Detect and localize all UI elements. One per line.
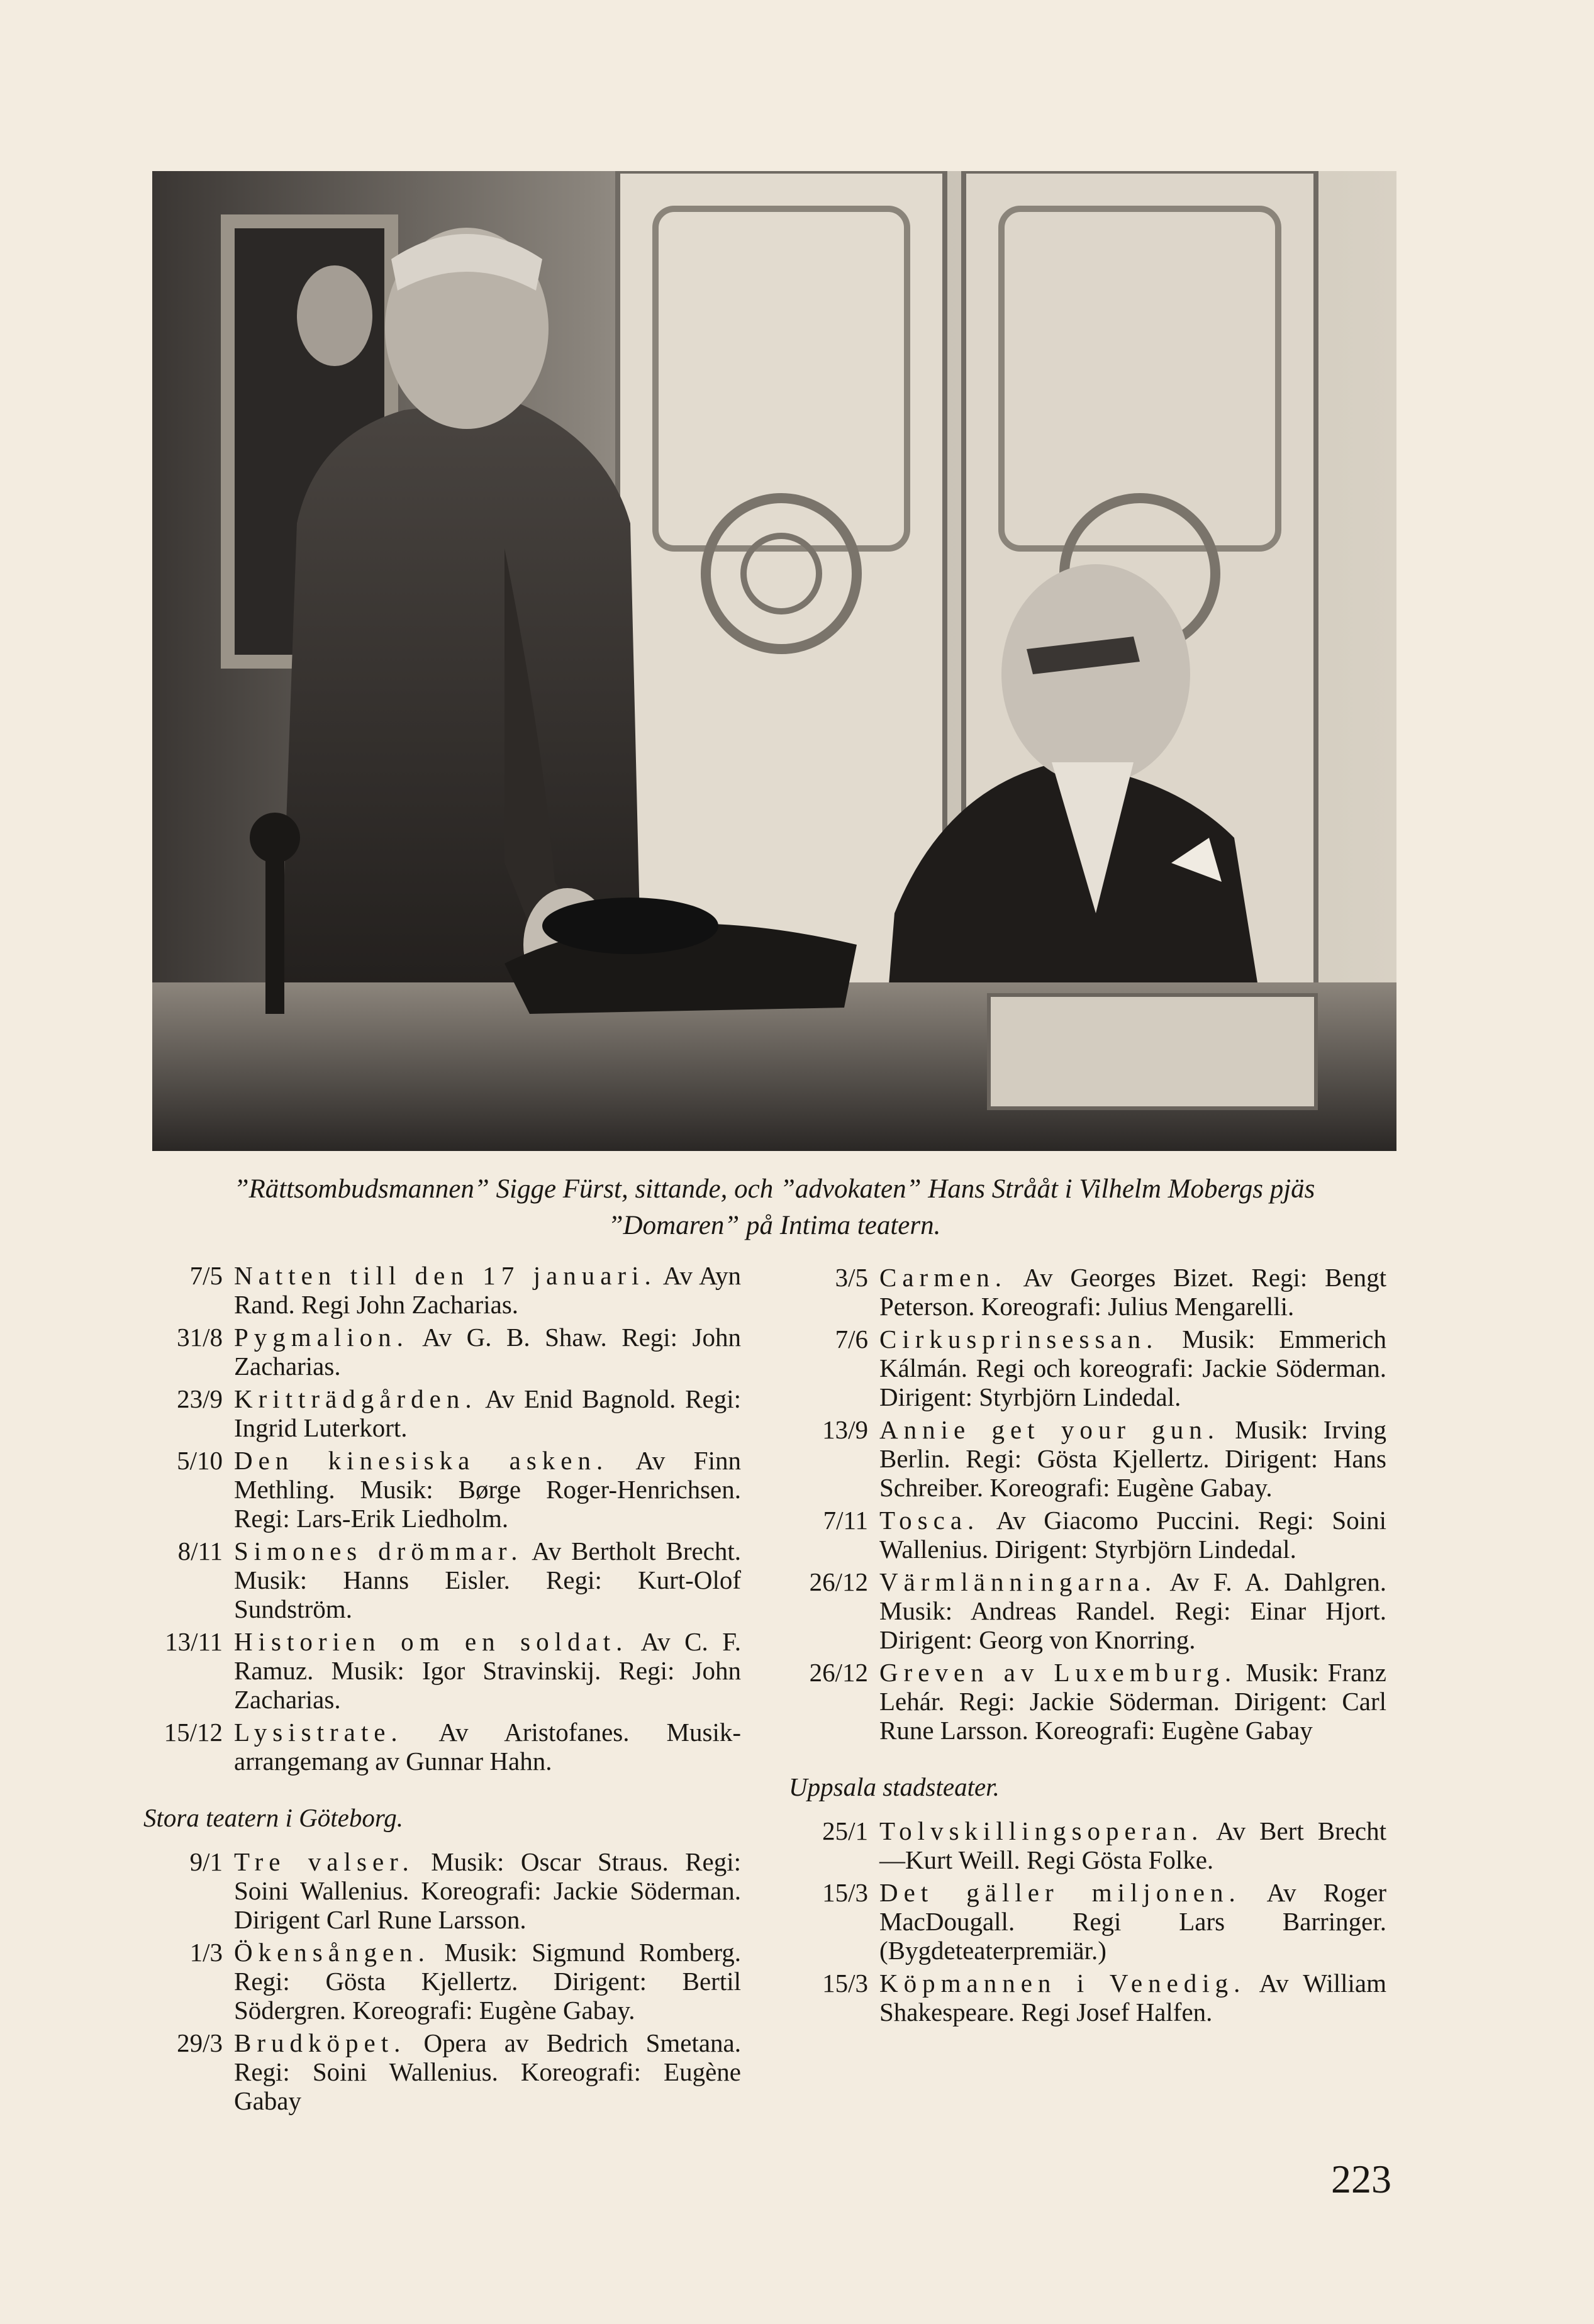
entry-details: Av C. F. Ramuz. Musik: Igor Stravinskij. Regi: John Zacharias. [234, 1627, 741, 1714]
entry-title: Cirkusprinsessan. [879, 1325, 1159, 1354]
list-item [137, 1323, 741, 1381]
entry-title: Greven av Luxemburg. [879, 1658, 1237, 1687]
list-item [137, 1261, 741, 1319]
entry-title: Brudköpet. [234, 2028, 406, 2057]
entry-details: Av Roger MacDougall. Regi Lars Barringer. (Bygdeteaterpremiär.) [879, 1878, 1386, 1965]
entry-title: Annie get your gun. [879, 1415, 1220, 1444]
list-item [137, 1718, 741, 1776]
entry-details: Av Bertholt Brecht. Musik: Hanns Eisler. Regi: Kurt-Olof Sundström. [234, 1537, 742, 1623]
entry-date: 5/10 [177, 1446, 223, 1475]
entry-details: Av Enid Bagnold. Regi: Ingrid Luterkort. [234, 1384, 741, 1442]
entry-details: Musik: Sigmund Romberg. Regi: Gösta Kjellertz. Dirigent: Bertil Södergren. Koreografi: Eugène Gabay. [234, 1938, 741, 2025]
entry-details: Av F. A. Dahlgren. Musik: Andreas Randel. Regi: Einar Hjort. Dirigent: Georg von Knorring. [879, 1567, 1386, 1654]
page-number: 223 [1331, 2157, 1391, 2201]
entry-date: 7/5 [189, 1261, 223, 1290]
entry-details: Av Ayn Rand. Regi John Zacharias. [234, 1261, 741, 1319]
entry-title: Det gäller miljonen. [879, 1878, 1241, 1907]
entry-date: 26/12 [809, 1567, 868, 1596]
section-heading: Stora teatern i Göteborg. [143, 1803, 404, 1832]
entry-title: Den kinesiska asken. [234, 1446, 609, 1475]
entry-title: Pygmalion. [234, 1323, 409, 1352]
entry-details: Musik: Oscar Straus. Regi: Soini Wallenius. Koreografi: Jackie Söderman. Dirigent Carl Rune Larsson. [234, 1847, 741, 1934]
entry-title: Ökensången. [234, 1938, 430, 1967]
list-item [783, 1567, 1386, 1654]
caption-line-1: ”Rättsombudsmannen” Sigge Fürst, sittande, och ”advokaten” Hans Strååt i Vilhelm Mobergs pjäs [233, 1174, 1315, 1204]
theatre-scene-photo [152, 171, 1396, 1151]
entry-title: Tosca. [879, 1506, 980, 1535]
list-item [137, 2028, 741, 2115]
entry-date: 13/11 [165, 1627, 223, 1656]
entry-title: Värmlänningarna. [879, 1567, 1157, 1596]
list-item [783, 1969, 1386, 2027]
entry-date: 31/8 [177, 1323, 223, 1352]
entry-title: Natten till den 17 januari. [234, 1261, 657, 1290]
entry-title: Köpmannen i Venedig. [879, 1969, 1246, 1998]
entry-date: 9/1 [189, 1847, 223, 1876]
left-column [137, 1261, 741, 2119]
entry-title: Historien om en soldat. [234, 1627, 628, 1656]
list-item [783, 1816, 1386, 1874]
list-item [137, 1446, 741, 1533]
entry-date: 13/9 [822, 1415, 868, 1444]
list-item [783, 1658, 1386, 1745]
entry-date: 15/3 [822, 1878, 868, 1907]
list-item [783, 1415, 1386, 1502]
entry-title: Tre valser. [234, 1847, 415, 1876]
list-item [137, 1938, 741, 2025]
entry-date: 3/5 [835, 1263, 868, 1292]
entry-title: Kritträdgården. [234, 1384, 477, 1413]
entry-details: Av G. B. Shaw. Regi: John Zacharias. [234, 1323, 741, 1381]
entry-title: Simones drömmar. [234, 1537, 523, 1565]
entry-date: 1/3 [189, 1938, 223, 1967]
entry-date: 26/12 [809, 1658, 868, 1687]
entry-title: Lysistrate. [234, 1718, 403, 1747]
entry-details: Av Finn Methling. Musik: Børge Roger-Henrichsen. Regi: Lars-Erik Liedholm. [234, 1446, 741, 1533]
caption-line-2: ”Domaren” på Intima teatern. [608, 1211, 941, 1240]
list-item [783, 1878, 1386, 1965]
entry-details: Av Bert Brecht—Kurt Weill. Regi Gösta Folke. [879, 1816, 1386, 1874]
photo-caption [126, 1171, 1423, 1244]
list-item [137, 1627, 741, 1714]
section-heading: Uppsala stadsteater. [789, 1772, 1000, 1801]
entry-details: Musik: Emmerich Kálmán. Regi och koreografi: Jackie Söderman. Dirigent: Styrbjörn Lindedal. [879, 1325, 1386, 1411]
entry-details: Av Aristofanes. Musik-arrangemang av Gunnar Hahn. [234, 1718, 741, 1776]
list-item [137, 1847, 741, 1934]
entry-details: Av Georges Bizet. Regi: Bengt Peterson. Koreografi: Julius Mengarelli. [879, 1263, 1386, 1321]
entry-details: Musik: Irving Berlin. Regi: Gösta Kjellertz. Dirigent: Hans Schreiber. Koreografi: Eugène Gabay. [879, 1415, 1386, 1502]
entry-details: Av Giacomo Puccini. Regi: Soini Wallenius. Dirigent: Styrbjörn Lindedal. [879, 1506, 1386, 1564]
theatre-scene-photo-icon [152, 171, 1396, 1151]
entry-date: 7/6 [835, 1325, 868, 1354]
entry-date: 7/11 [823, 1506, 868, 1535]
list-item [783, 1506, 1386, 1564]
entry-date: 25/1 [822, 1816, 868, 1845]
entry-title: Tolvskillingsoperan. [879, 1816, 1204, 1845]
list-item [783, 1263, 1386, 1321]
entry-details: Av William Shakespeare. Regi Josef Halfen. [879, 1969, 1386, 2027]
entry-date: 23/9 [177, 1384, 223, 1413]
list-item [137, 1537, 741, 1623]
list-item [137, 1384, 741, 1442]
list-item [783, 1325, 1386, 1411]
entry-date: 8/11 [177, 1537, 223, 1565]
entry-date: 29/3 [177, 2028, 223, 2057]
entry-date: 15/3 [822, 1969, 868, 1998]
entry-date: 15/12 [164, 1718, 223, 1747]
right-column [783, 1263, 1386, 2030]
entry-details: Musik: Franz Lehár. Regi: Jackie Söderman. Dirigent: Carl Rune Larsson. Koreografi: Eugène Gabay [879, 1658, 1387, 1745]
entry-details: Opera av Bedrich Smetana. Regi: Soini Wallenius. Koreografi: Eugène Gabay [234, 2028, 741, 2115]
entry-title: Carmen. [879, 1263, 1008, 1292]
